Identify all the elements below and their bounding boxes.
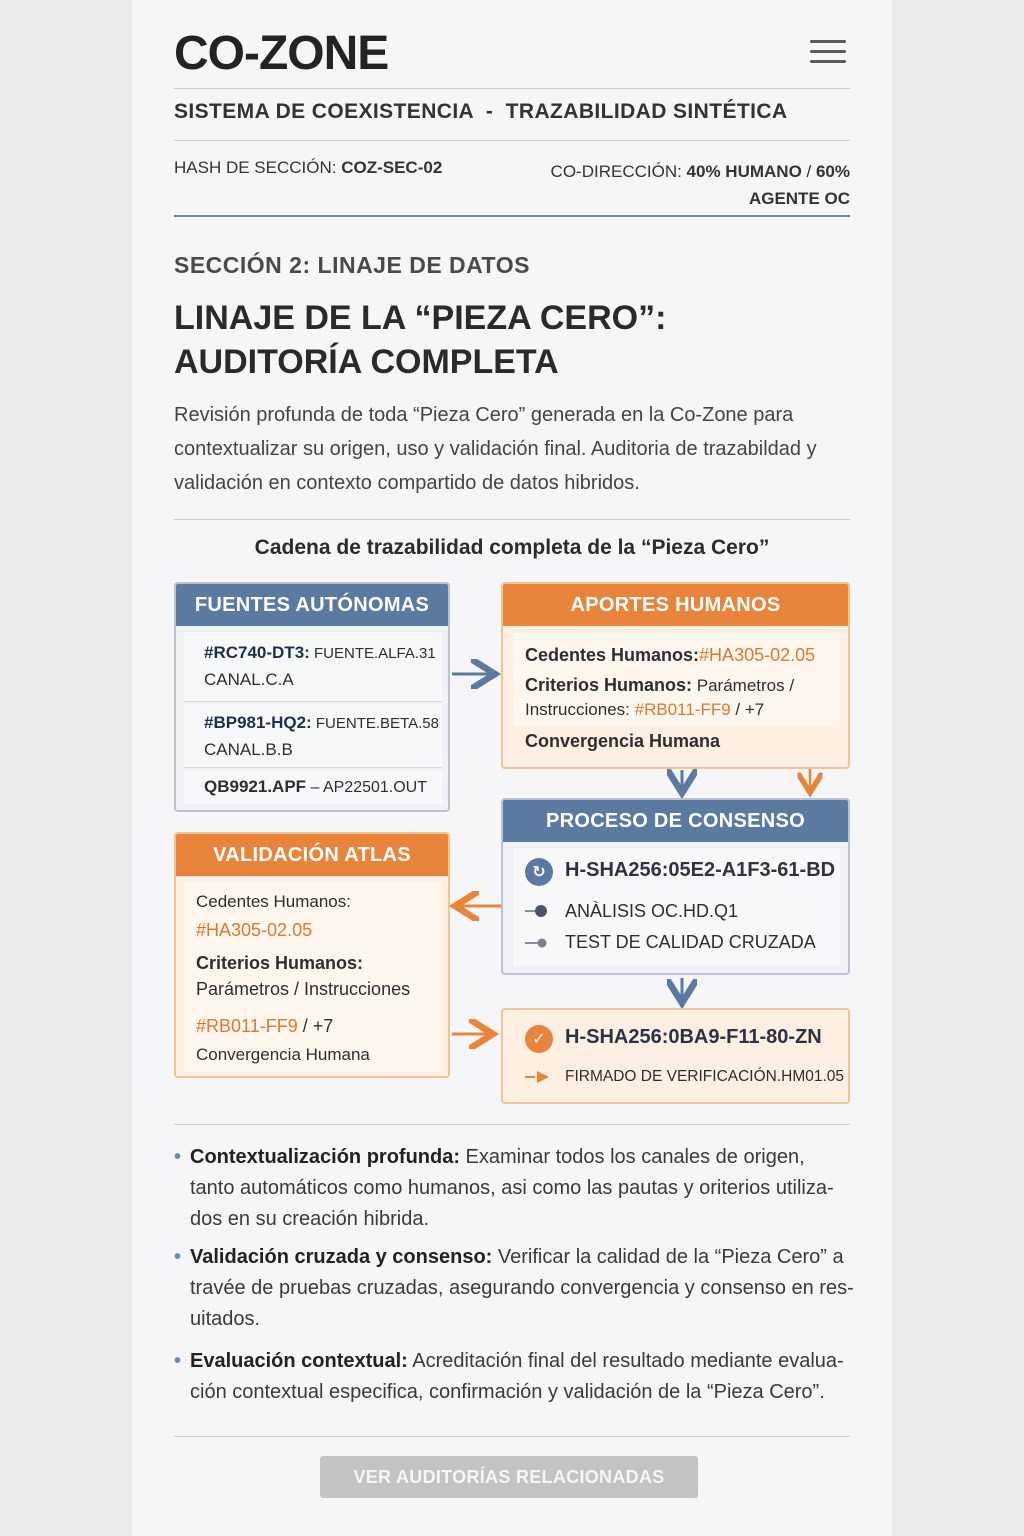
- aportes-cedentes-label: Cedentes Humanos:: [525, 645, 700, 665]
- section-label: SECCIÓN 2: LINAJE DE DATOS: [174, 252, 530, 278]
- logo[interactable]: CO-ZONE: [174, 27, 389, 80]
- verificacion-final-box[interactable]: [501, 1008, 850, 1104]
- bullet-label: Contextualización profunda:: [190, 1146, 460, 1168]
- hamburger-menu-icon[interactable]: [810, 38, 848, 66]
- header-rule: [174, 215, 850, 217]
- bullet-dot: •: [174, 1350, 182, 1372]
- fuente-1-canal: CANAL.C.A: [204, 670, 294, 689]
- atlas-cedentes-label: Cedentes Humanos:: [196, 892, 351, 911]
- subtitle: SISTEMA DE COEXISTENCIA - TRAZABILIDAD SINTÉTICA: [174, 100, 788, 123]
- bullet-text: [190, 1242, 854, 1335]
- bullet-label: Validación cruzada y consenso:: [190, 1246, 493, 1268]
- divider: [174, 140, 850, 141]
- diagram-title: Cadena de trazabilidad completa de la “Pieza Cero”: [254, 536, 770, 559]
- aportes-humanos-box[interactable]: [501, 582, 850, 769]
- atlas-criterios-label: Criterios Humanos:: [196, 953, 364, 973]
- ver-auditorias-button[interactable]: VER AUDITORÍAS RELACIONADAS: [320, 1456, 698, 1498]
- bullet-text: [190, 1142, 854, 1235]
- bullet-dot: •: [174, 1246, 182, 1268]
- fuente-2-id: #BP981-HQ2:: [204, 713, 312, 732]
- atlas-convergencia: Convergencia Humana: [196, 1045, 370, 1064]
- aportes-cedentes-value: #HA305-02.05: [699, 645, 816, 665]
- consenso-hash: H-SHA256:05E2-A1F3-61-BD: [565, 859, 836, 881]
- atlas-criterios: [196, 950, 446, 1002]
- page-title: [174, 296, 850, 384]
- divider: [174, 519, 850, 520]
- fuente-1-src: FUENTE.ALFA.31: [309, 645, 436, 662]
- title-line-1: LINAJE DE LA “PIEZA CERO”:: [174, 299, 667, 337]
- codir-agent: 60% AGENTE OC: [748, 162, 850, 208]
- fuentes-autonomas-box[interactable]: [174, 582, 450, 812]
- atlas-title: VALIDACIÓN ATLAS: [176, 834, 448, 876]
- bullet-body: Verificar la calidad de la “Pieza Cero” a travée de pruebas cruzadas, asegurando convergencia y consenso en res-uitados.: [190, 1246, 854, 1330]
- signature-arrow-icon: [525, 1070, 553, 1084]
- check-circle-icon: ✓: [525, 1025, 553, 1053]
- codir-label: CO-DIRECCIÓN:: [550, 162, 687, 181]
- final-hash: H-SHA256:0BA9-F11-80-ZN: [565, 1026, 822, 1048]
- bullet-item: [174, 1242, 854, 1335]
- aportes-convergencia-label: Convergencia Humana: [525, 731, 721, 751]
- atlas-criterios-value: Parámetros / Instrucciones: [196, 979, 411, 999]
- page: [132, 0, 892, 1536]
- atlas-ref: [196, 1012, 446, 1069]
- bullet-dot: •: [174, 1146, 182, 1168]
- fuente-3-rest: – AP22501.OUT: [306, 779, 428, 796]
- validacion-atlas-box[interactable]: [174, 832, 450, 1078]
- atlas-ref-extra: / +7: [297, 1016, 334, 1036]
- section-hash: [174, 158, 442, 178]
- final-firma: FIRMADO DE VERIFICACIÓN.HM01.05: [565, 1068, 845, 1085]
- fuente-3-text: [204, 774, 444, 801]
- divider: [174, 88, 850, 89]
- consenso-item-2: TEST DE CALIDAD CRUZADA: [565, 932, 816, 952]
- aportes-title: APORTES HUMANOS: [503, 584, 848, 626]
- divider: [174, 1124, 850, 1125]
- divider: [174, 1436, 850, 1437]
- aportes-criterios-label: Criterios Humanos:: [525, 675, 693, 695]
- atlas-cedentes-value: #HA305-02.05: [196, 920, 313, 940]
- hash-label: HASH DE SECCIÓN:: [174, 158, 342, 177]
- aportes-criterios: [525, 673, 845, 722]
- fuente-1-id: #RC740-DT3:: [204, 643, 310, 662]
- aportes-instr-label: Instrucciones:: [525, 700, 635, 719]
- hash-value: COZ-SEC-02: [341, 158, 443, 177]
- test-icon: [525, 936, 551, 948]
- aportes-instr-value: #RB011-FF9: [634, 700, 731, 719]
- analysis-icon: [525, 904, 551, 918]
- fuentes-title: FUENTES AUTÓNOMAS: [176, 584, 448, 626]
- refresh-icon: ↻: [525, 858, 553, 886]
- bullet-item: [174, 1346, 854, 1408]
- co-direction: [477, 158, 850, 212]
- fuente-3-id: QB9921.APF: [204, 777, 307, 796]
- codir-sep: /: [801, 162, 816, 181]
- aportes-cedentes: [525, 642, 845, 668]
- atlas-cedentes: [196, 888, 446, 945]
- proceso-consenso-box[interactable]: [501, 798, 850, 975]
- fuente-2-canal: CANAL.B.B: [204, 740, 293, 759]
- aportes-convergencia: [525, 728, 845, 754]
- title-line-2: AUDITORÍA COMPLETA: [174, 343, 559, 381]
- bullet-text: [190, 1346, 854, 1408]
- bullet-label: Evaluación contextual:: [190, 1350, 408, 1372]
- bullet-body: Acreditación final del resultado mediante evalua-ción contextual especifica, confirmación y validación de la “Pieza Cero”.: [190, 1350, 844, 1403]
- codir-human: 40% HUMANO: [686, 162, 802, 181]
- fuente-row-3: [184, 770, 442, 804]
- consenso-item-1: ANÀLISIS OC.HD.Q1: [565, 901, 739, 921]
- bullet-item: [174, 1142, 854, 1235]
- fuente-row-1: [184, 632, 442, 702]
- aportes-criterios-value: Parámetros /: [692, 676, 795, 695]
- fuente-2-text: [204, 710, 444, 763]
- fuente-2-src: FUENTE.BETA.58: [311, 715, 439, 732]
- consenso-title: PROCESO DE CONSENSO: [503, 800, 848, 842]
- fuente-1-text: [204, 640, 444, 693]
- aportes-instr-extra: / +7: [730, 700, 765, 719]
- atlas-ref-value: #RB011-FF9: [196, 1016, 298, 1036]
- bullet-body: Examinar todos los canales de origen, tanto automáticos como humanos, asi como las pautas y oriterios utiliza-dos en su creación hibrida.: [190, 1146, 834, 1230]
- fuente-row-2: [184, 704, 442, 768]
- section-description: Revisión profunda de toda “Pieza Cero” generada en la Co-Zone para contextualizar su origen, uso y validación final. Auditoria de trazabildad y validación en contexto compartido de datos hibridos.: [174, 404, 817, 494]
